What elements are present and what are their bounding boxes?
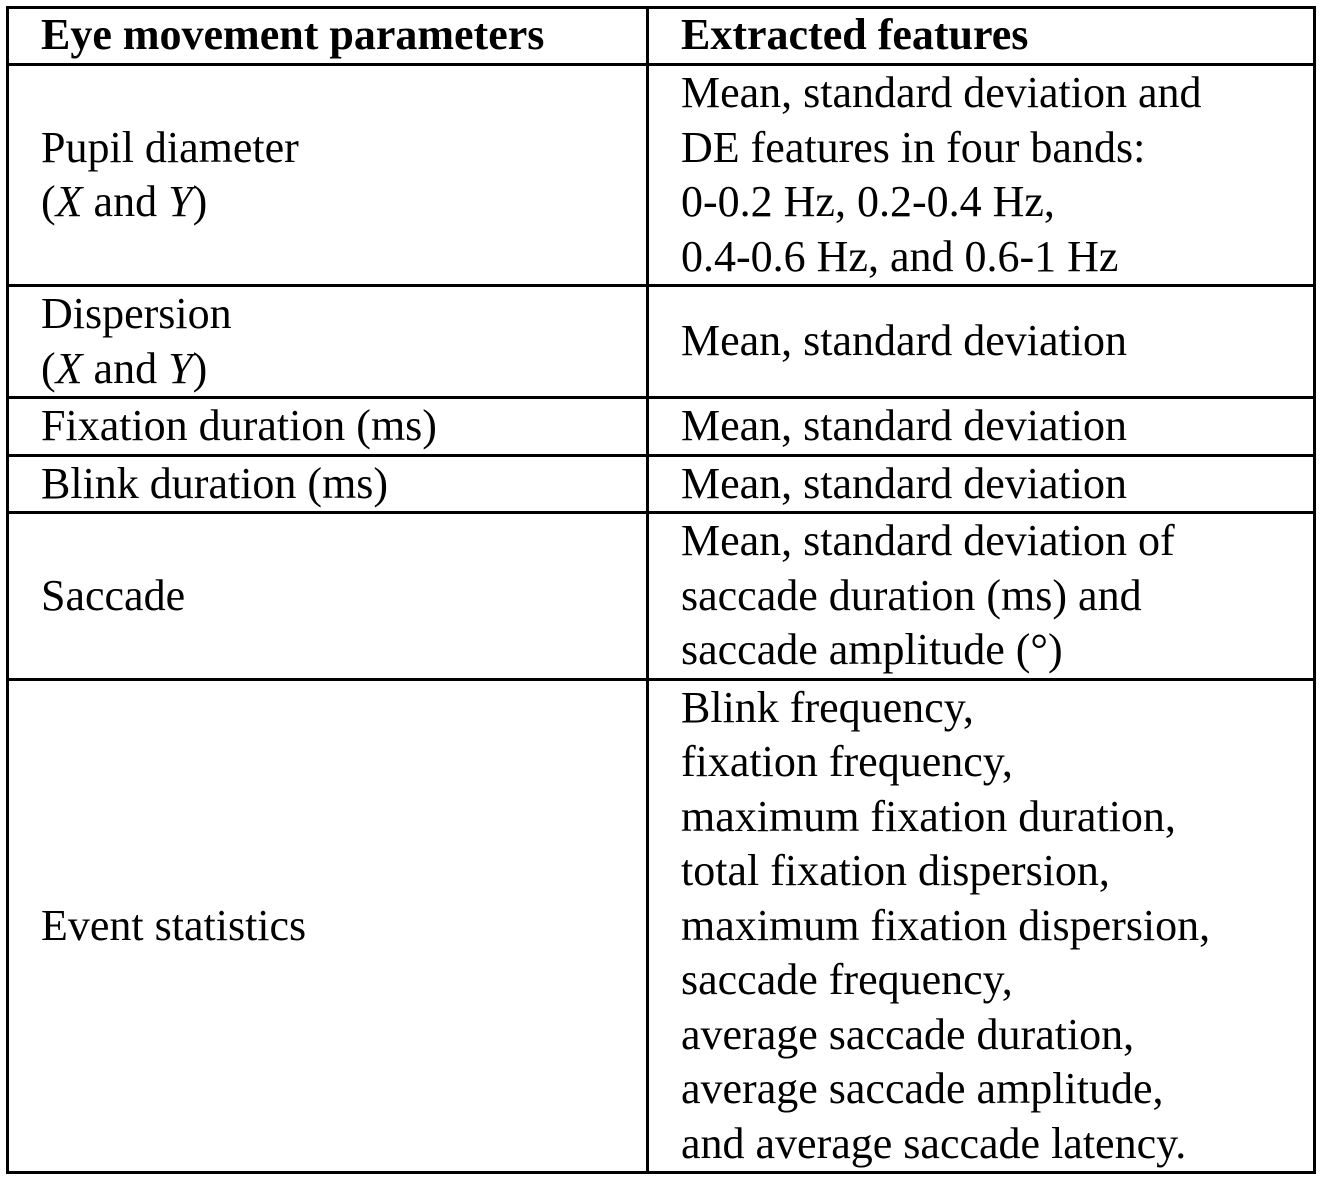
feature-line: Mean, standard deviation <box>681 458 1127 508</box>
table-row <box>8 286 1315 398</box>
parameter-cell <box>8 513 648 680</box>
features-cell <box>648 679 1315 1173</box>
parameter-cell <box>8 398 648 456</box>
feature-line: Mean, standard deviation of <box>681 516 1175 565</box>
feature-line: average saccade duration, <box>681 1009 1135 1059</box>
feature-line: Blink frequency, <box>681 682 974 732</box>
parameter-label: Pupil diameter <box>41 122 299 172</box>
table-row <box>8 65 1315 286</box>
parameter-cell <box>8 455 648 513</box>
table-row <box>8 513 1315 680</box>
table-row <box>8 398 1315 456</box>
parameter-cell <box>8 286 648 398</box>
feature-line: 0.4-0.6 Hz, and 0.6-1 Hz <box>681 231 1119 281</box>
feature-line: saccade amplitude (°) <box>681 625 1063 674</box>
parameter-label: Blink duration (ms) <box>41 458 389 508</box>
features-table <box>6 6 1316 1174</box>
feature-line: Mean, standard deviation and <box>681 68 1202 117</box>
feature-line: and average saccade latency. <box>681 1118 1187 1168</box>
table-header-row <box>8 8 1315 65</box>
feature-line: saccade duration (ms) and <box>681 570 1142 620</box>
table-row <box>8 679 1315 1173</box>
header-extracted-features: Extracted features <box>648 8 1315 65</box>
feature-line: 0-0.2 Hz, 0.2-0.4 Hz, <box>681 177 1055 226</box>
parameter-cell <box>8 679 648 1173</box>
feature-line: Mean, standard deviation <box>681 401 1127 450</box>
table-row <box>8 455 1315 513</box>
features-cell <box>648 398 1315 456</box>
header-eye-movement-parameters: Eye movement parameters <box>8 8 648 65</box>
parameter-axes: (X and Y) <box>41 343 208 393</box>
feature-line: maximum fixation dispersion, <box>681 900 1211 950</box>
parameter-label: Event statistics <box>41 900 307 950</box>
feature-line: DE features in four bands: <box>681 122 1146 172</box>
parameter-label: Saccade <box>41 570 186 620</box>
feature-line: fixation frequency, <box>681 737 1013 786</box>
feature-line: saccade frequency, <box>681 955 1013 1004</box>
parameter-label: Dispersion <box>41 289 232 338</box>
feature-line: Mean, standard deviation <box>681 316 1127 366</box>
features-cell <box>648 286 1315 398</box>
feature-line: total fixation dispersion, <box>681 846 1110 895</box>
parameter-label: Fixation duration (ms) <box>41 401 437 450</box>
feature-line: maximum fixation duration, <box>681 791 1176 841</box>
features-cell <box>648 455 1315 513</box>
parameter-axes: (X and Y) <box>41 177 208 226</box>
features-cell <box>648 513 1315 680</box>
parameter-cell <box>8 65 648 286</box>
feature-line: average saccade amplitude, <box>681 1064 1164 1113</box>
features-cell <box>648 65 1315 286</box>
